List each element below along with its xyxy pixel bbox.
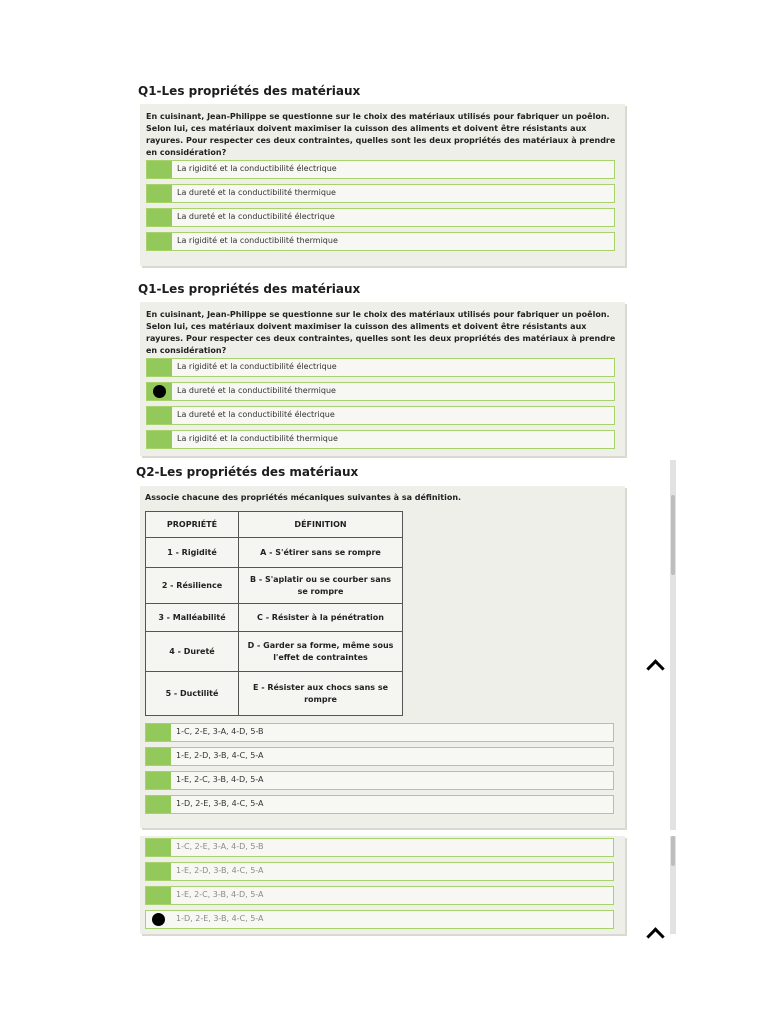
definition-cell: E - Résister aux chocs sans se rompre	[239, 672, 403, 716]
q1-option[interactable]	[146, 160, 615, 179]
radio-box[interactable]	[147, 161, 172, 178]
q1-question-text: En cuisinant, Jean-Philippe se questionne sur le choix des matériaux utilisés pour fabriquer un poêlon. Selon lui, ces matériaux doivent maximiser la cuisson des aliments et doivent être résistants aux rayures. Pour respecter ces deux contraintes, quelles sont les deux propriétés des matériaux à prendre en considération?	[146, 112, 616, 157]
option-label: 1-E, 2-C, 3-B, 4-D, 5-A	[176, 775, 264, 784]
definition-cell: B - S'aplatir ou se courber sans se rompre	[239, 568, 403, 604]
radio-box[interactable]	[146, 772, 171, 789]
definition-cell: C - Résister à la pénétration	[239, 604, 403, 632]
q2-answered-panel	[140, 836, 625, 934]
definition-cell: D - Garder sa forme, même sous l'effet de contraintes	[239, 632, 403, 672]
chevron-up-icon[interactable]	[646, 659, 664, 677]
q2-option[interactable]	[145, 862, 614, 881]
q1-answered-panel	[140, 302, 625, 456]
radio-box[interactable]	[146, 863, 171, 880]
table-row	[146, 538, 403, 568]
table-header-row	[146, 512, 403, 538]
scrollbar-thumb[interactable]	[671, 836, 675, 866]
q1-option[interactable]	[146, 430, 615, 449]
radio-box[interactable]	[147, 185, 172, 202]
q1-panel	[140, 104, 625, 266]
q1-title: Q1-Les propriétés des matériaux	[138, 84, 361, 98]
radio-box[interactable]	[147, 383, 172, 400]
option-label: La dureté et la conductibilité thermique	[177, 188, 336, 197]
properties-table	[145, 511, 403, 716]
radio-box[interactable]	[146, 748, 171, 765]
table-row	[146, 672, 403, 716]
q1-option[interactable]	[146, 208, 615, 227]
q2-option-selected[interactable]	[145, 910, 614, 929]
property-cell: 1 - Rigidité	[146, 538, 239, 568]
q1-answered-title: Q1-Les propriétés des matériaux	[138, 282, 361, 296]
q2-option[interactable]	[145, 723, 614, 742]
option-label: La rigidité et la conductibilité thermique	[177, 434, 338, 443]
chevron-up-icon[interactable]	[646, 927, 664, 945]
option-label: La rigidité et la conductibilité électrique	[177, 362, 337, 371]
option-label: 1-D, 2-E, 3-B, 4-C, 5-A	[176, 799, 264, 808]
column-header: PROPRIÉTÉ	[146, 512, 239, 538]
q2-option[interactable]	[145, 747, 614, 766]
radio-box[interactable]	[147, 431, 172, 448]
radio-box[interactable]	[146, 796, 171, 813]
radio-box[interactable]	[146, 911, 171, 928]
radio-box[interactable]	[147, 359, 172, 376]
q1-question-text: En cuisinant, Jean-Philippe se questionne sur le choix des matériaux utilisés pour fabriquer un poêlon. Selon lui, ces matériaux doivent maximiser la cuisson des aliments et doivent être résistants aux rayures. Pour respecter ces deux contraintes, quelles sont les deux propriétés des matériaux à prendre en considération?	[146, 310, 616, 355]
scrollbar-track[interactable]	[670, 460, 676, 830]
column-header: DÉFINITION	[239, 512, 403, 538]
table-row	[146, 604, 403, 632]
q2-panel	[140, 486, 625, 828]
option-label: 1-E, 2-C, 3-B, 4-D, 5-A	[176, 890, 264, 899]
property-cell: 2 - Résilience	[146, 568, 239, 604]
property-cell: 5 - Ductilité	[146, 672, 239, 716]
radio-box[interactable]	[147, 233, 172, 250]
q2-option[interactable]	[145, 886, 614, 905]
option-label: 1-C, 2-E, 3-A, 4-D, 5-B	[176, 727, 264, 736]
property-cell: 3 - Malléabilité	[146, 604, 239, 632]
q2-title: Q2-Les propriétés des matériaux	[136, 465, 359, 479]
definition-cell: A - S'étirer sans se rompre	[239, 538, 403, 568]
radio-box[interactable]	[147, 407, 172, 424]
scrollbar-track[interactable]	[670, 836, 676, 934]
q2-option[interactable]	[145, 771, 614, 790]
radio-box[interactable]	[146, 887, 171, 904]
radio-selected-icon	[152, 913, 165, 926]
q1-option[interactable]	[146, 232, 615, 251]
radio-box[interactable]	[147, 209, 172, 226]
q2-option[interactable]	[145, 838, 614, 857]
option-label: 1-C, 2-E, 3-A, 4-D, 5-B	[176, 842, 264, 851]
option-label: La rigidité et la conductibilité thermique	[177, 236, 338, 245]
table-row	[146, 632, 403, 672]
radio-box[interactable]	[146, 724, 171, 741]
property-cell: 4 - Dureté	[146, 632, 239, 672]
q1-option[interactable]	[146, 184, 615, 203]
option-label: 1-D, 2-E, 3-B, 4-C, 5-A	[176, 914, 264, 923]
option-label: 1-E, 2-D, 3-B, 4-C, 5-A	[176, 866, 264, 875]
q1-option-selected[interactable]	[146, 382, 615, 401]
scrollbar-thumb[interactable]	[671, 495, 675, 575]
q1-option[interactable]	[146, 358, 615, 377]
q2-instruction: Associe chacune des propriétés mécaniques suivantes à sa définition.	[145, 493, 462, 502]
option-label: La dureté et la conductibilité thermique	[177, 386, 336, 395]
radio-box[interactable]	[146, 839, 171, 856]
option-label: La dureté et la conductibilité électrique	[177, 410, 335, 419]
option-label: La rigidité et la conductibilité électrique	[177, 164, 337, 173]
option-label: 1-E, 2-D, 3-B, 4-C, 5-A	[176, 751, 264, 760]
radio-selected-icon	[153, 385, 166, 398]
option-label: La dureté et la conductibilité électrique	[177, 212, 335, 221]
q2-option[interactable]	[145, 795, 614, 814]
table-row	[146, 568, 403, 604]
q1-option[interactable]	[146, 406, 615, 425]
